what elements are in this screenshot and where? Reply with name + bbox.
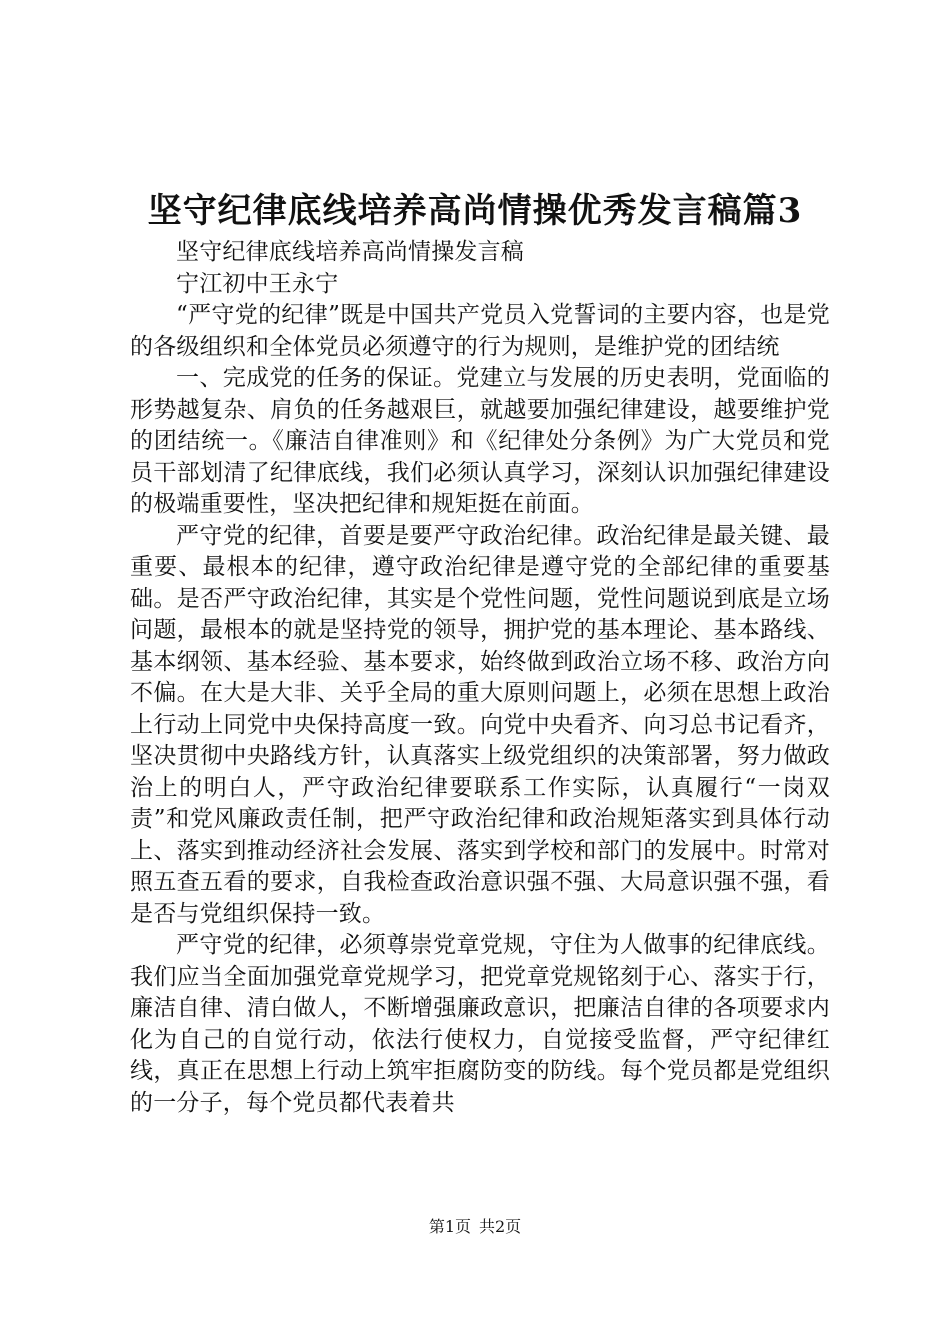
page-number: 第1页: [428, 1217, 471, 1236]
paragraph: 一、完成党的任务的保证。党建立与发展的历史表明，党面临的形势越复杂、肩负的任务越艰巨，就越要加强纪律建设，越要维护党的团结统一。《廉洁自律准则》和《纪律处分条例》为广大党员和党员干部划清了纪律底线，我们必须认真学习，深刻认识加强纪律建设的极端重要性，坚决把纪律和规矩挺在前面。: [130, 365, 830, 517]
paragraph: 严守党的纪律，首要是要严守政治纪律。政治纪律是最关键、最重要、最根本的纪律，遵守政治纪律是遵守党的全部纪律的重要基础。是否严守政治纪律，其实是个党性问题，党性问题说到底是立场问题，最根本的就是坚持党的领导，拥护党的基本理论、基本路线、基本纲领、基本经验、基本要求，始终做到政治立场不移、政治方向不偏。在大是大非、关乎全局的重大原则问题上，必须在思想上政治上行动上同党中央保持高度一致。向党中央看齐、向习总书记看齐，坚决贯彻中央路线方针，认真落实上级党组织的决策部署，努力做政治上的明白人，严守政治纪律要联系工作实际，认真履行“一岗双责”和党风廉政责任制，把严守政治纪律和政治规矩落实到具体行动上、落实到推动经济社会发展、落实到学校和部门的发展中。时常对照五查五看的要求，自我检查政治意识强不强、大局意识强不强，看是否与党组织保持一致。: [130, 522, 830, 927]
document-title: 坚守纪律底线培养高尚情操优秀发言稿篇3: [147, 191, 803, 231]
document-body: [130, 237, 830, 1119]
paragraph: 严守党的纪律，必须尊崇党章党规，守住为人做事的纪律底线。我们应当全面加强党章党规学习，把党章党规铭刻于心、落实于行，廉洁自律、清白做人，不断增强廉政意识，把廉洁自律的各项要求内化为自己的自觉行动，依法行使权力，自觉接受监督，严守纪律红线，真正在思想上行动上筑牢拒腐防变的防线。每个党员都是党组织的一分子，每个党员都代表着共: [130, 932, 830, 1116]
document-subtitle: 坚守纪律底线培养高尚情操发言稿: [176, 239, 524, 265]
page-total: 共2页: [479, 1217, 522, 1236]
author-line: 宁江初中王永宁: [176, 270, 339, 297]
page-footer: [0, 1216, 950, 1238]
paragraph: “严守党的纪律”既是中国共产党员入党誓词的主要内容，也是党的各级组织和全体党员必须遵守的行为规则，是维护党的团结统: [130, 302, 830, 360]
